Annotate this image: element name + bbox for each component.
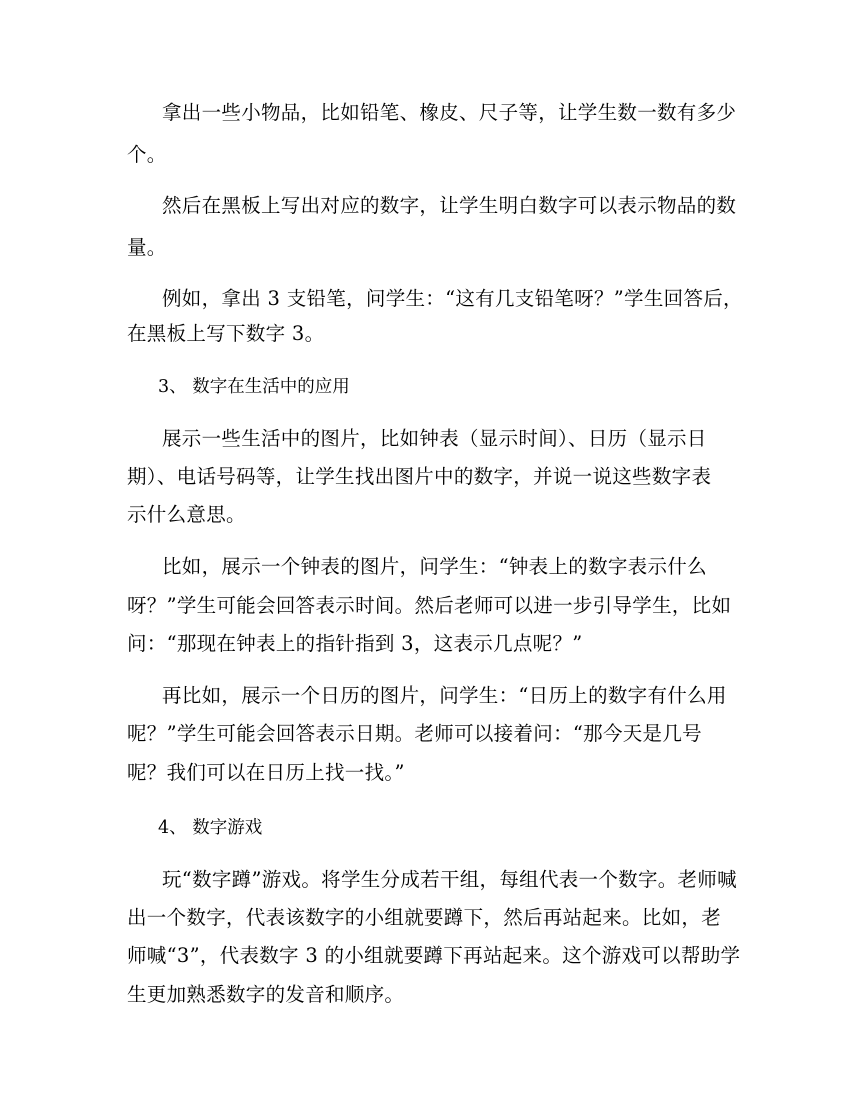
section-heading-4: 4、 数字游戏 xyxy=(158,818,263,838)
paragraph-7-line-4: 生更加熟悉数字的发音和顺序。 xyxy=(127,983,405,1006)
paragraph-4-line-2: 期）、电话号码等，让学生找出图片中的数字，并说一说这些数字表 xyxy=(127,465,712,488)
paragraph-4-line-3: 示什么意思。 xyxy=(127,503,246,526)
paragraph-1-line-2: 个。 xyxy=(127,143,167,166)
paragraph-3-line-1: 例如，拿出 3 支铅笔，问学生：“这有几支铅笔呀？”学生回答后， xyxy=(162,287,743,310)
paragraph-3-line-2: 在黑板上写下数字 3。 xyxy=(127,322,325,345)
paragraph-7-line-1: 玩“数字蹲”游戏。将学生分成若干组，每组代表一个数字。老师喊 xyxy=(162,868,737,891)
paragraph-6-line-1: 再比如，展示一个日历的图片，问学生：“日历上的数字有什么用 xyxy=(162,684,727,707)
paragraph-7-line-3: 师喊“3”，代表数字 3 的小组就要蹲下再站起来。这个游戏可以帮助学 xyxy=(127,944,741,967)
paragraph-5-line-3: 问：“那现在钟表上的指针指到 3，这表示几点呢？” xyxy=(127,632,583,655)
paragraph-6-line-3: 呢？我们可以在日历上找一找。” xyxy=(127,761,405,784)
paragraph-5-line-1: 比如，展示一个钟表的图片，问学生：“钟表上的数字表示什么 xyxy=(162,555,707,578)
paragraph-2-line-2: 量。 xyxy=(127,236,167,259)
paragraph-1-line-1: 拿出一些小物品，比如铅笔、橡皮、尺子等，让学生数一数有多少 xyxy=(162,101,737,124)
section-heading-3: 3、 数字在生活中的应用 xyxy=(158,377,350,397)
paragraph-6-line-2: 呢？”学生可能会回答表示日期。老师可以接着问：“那今天是几号 xyxy=(127,722,702,745)
paragraph-2-line-1: 然后在黑板上写出对应的数字，让学生明白数字可以表示物品的数 xyxy=(162,194,737,217)
paragraph-7-line-2: 出一个数字，代表该数字的小组就要蹲下，然后再站起来。比如，老 xyxy=(127,906,722,929)
paragraph-4-line-1: 展示一些生活中的图片，比如钟表（显示时间）、日历（显示日 xyxy=(162,427,707,450)
paragraph-5-line-2: 呀？”学生可能会回答表示时间。然后老师可以进一步引导学生，比如 xyxy=(127,594,732,617)
